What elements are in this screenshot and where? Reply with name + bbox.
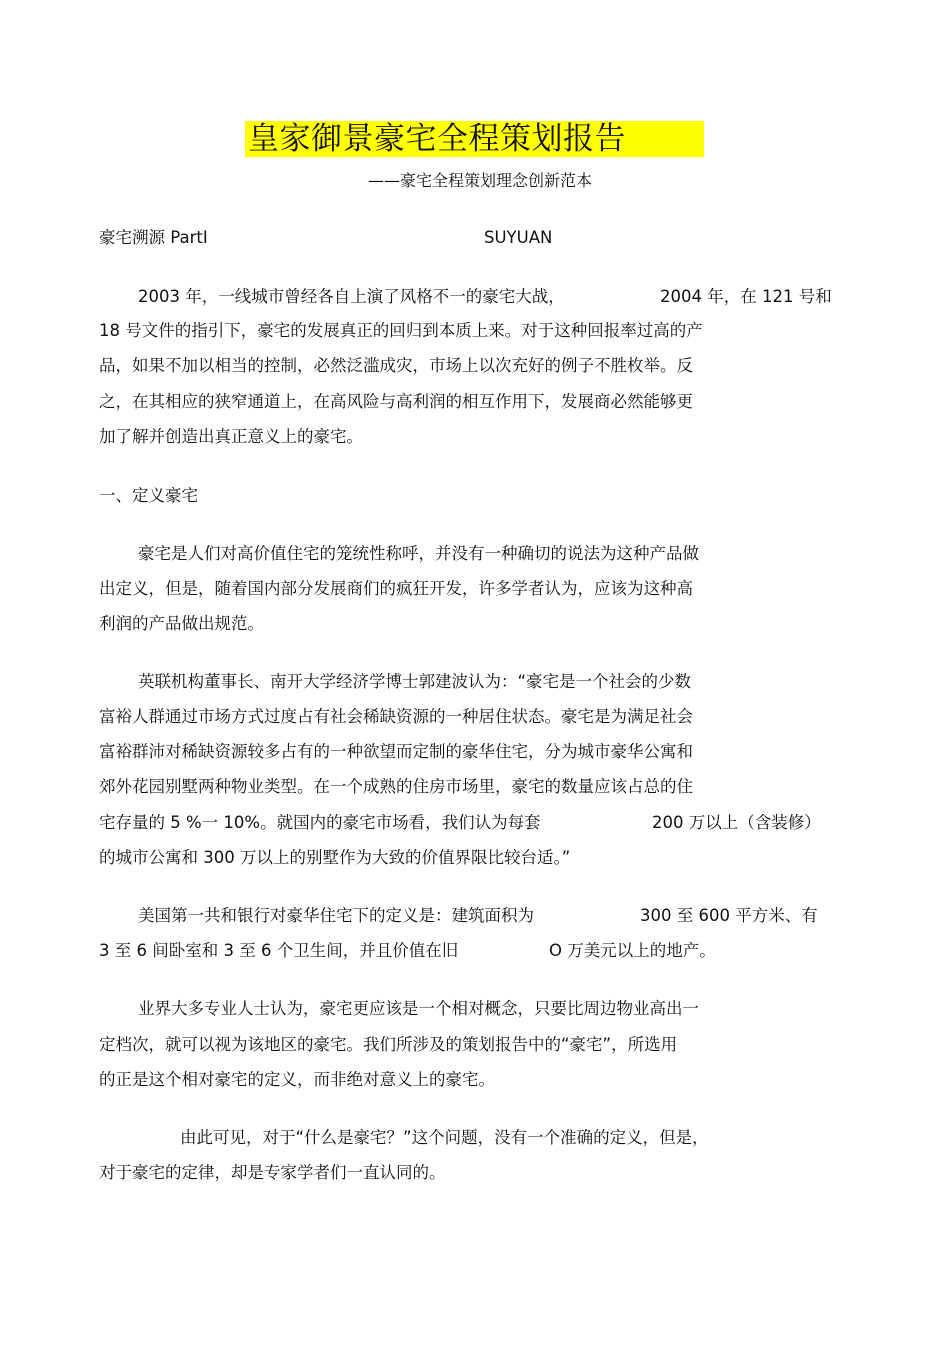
p3-line: 富裕群沛对稀缺资源较多占有的一种欲望而定制的豪华住宅，分为城市豪华公寓和: [99, 742, 693, 761]
p2-line: 利润的产品做出规范。: [99, 614, 264, 633]
p1-line: 2003 年，一线城市曾经各自上演了风格不一的豪宅大战，: [138, 287, 565, 306]
p1-line: 2004 年，在 121 号和: [660, 287, 832, 306]
p5-line: 业界大多专业人士认为，豪宅更应该是一个相对概念，只要比周边物业高出一: [138, 999, 699, 1018]
p1-line: 之，在其相应的狭窄通道上，在高风险与高利润的相互作用下，发展商必然能够更: [99, 392, 693, 411]
section-code: SUYUAN: [484, 228, 553, 247]
p3-line: 宅存量的 5 %一 10%。就国内的豪宅市场看，我们认为每套: [99, 813, 541, 832]
p5-line: 的正是这个相对豪宅的定义，而非绝对意义上的豪宅。: [99, 1070, 495, 1089]
p4-line: 3 至 6 间卧室和 3 至 6 个卫生间，并且价值在旧: [99, 941, 459, 960]
p3-line: 富裕人群通过市场方式过度占有社会稀缺资源的一种居住状态。豪宅是为满足社会: [99, 707, 693, 726]
section-heading: 一、定义豪宅: [99, 486, 198, 505]
p2-line: 出定义，但是，随着国内部分发展商们的疯狂开发，许多学者认为，应该为这种高: [99, 579, 693, 598]
p3-line: 的城市公寓和 300 万以上的别墅作为大致的价值界限比较台适。”: [99, 848, 571, 867]
p6-line: 由此可见，对于“什么是豪宅？”这个问题，没有一个准确的定义，但是，: [180, 1128, 709, 1147]
p3-line: 郊外花园别墅两种物业类型。在一个成熟的住房市场里，豪宅的数量应该占总的住: [99, 777, 693, 796]
document-subtitle: ——豪宅全程策划理念创新范本: [368, 171, 593, 190]
p3-line: 英联机构董事长、南开大学经济学博士郭建波认为：“豪宅是一个社会的少数: [138, 672, 692, 691]
p2-line: 豪宅是人们对高价值住宅的笼统性称呼，并没有一种确切的说法为这种产品做: [138, 544, 699, 563]
p3-line: 200 万以上（含装修）: [652, 813, 821, 832]
document-title: 皇家御景豪宅全程策划报告: [248, 121, 626, 157]
p6-line: 对于豪宅的定律，却是专家学者们一直认同的。: [99, 1163, 446, 1182]
p4-line: O 万美元以上的地产。: [549, 941, 716, 960]
p1-line: 加了解并创造出真正意义上的豪宅。: [99, 427, 363, 446]
p4-line: 300 至 600 平方米、有: [640, 906, 818, 925]
p5-line: 定档次，就可以视为该地区的豪宅。我们所涉及的策划报告中的“豪宅”，所选用: [99, 1035, 678, 1054]
p1-line: 品，如果不加以相当的控制，必然泛滥成灾，市场上以次充好的例子不胜枚举。反: [99, 356, 693, 375]
p1-line: 18 号文件的指引下，豪宅的发展真正的回归到本质上来。对于这种回报率过高的产: [99, 321, 703, 340]
p4-line: 美国第一共和银行对豪华住宅下的定义是：建筑面积为: [138, 906, 534, 925]
section-label: 豪宅溯源 PartI: [99, 228, 208, 247]
